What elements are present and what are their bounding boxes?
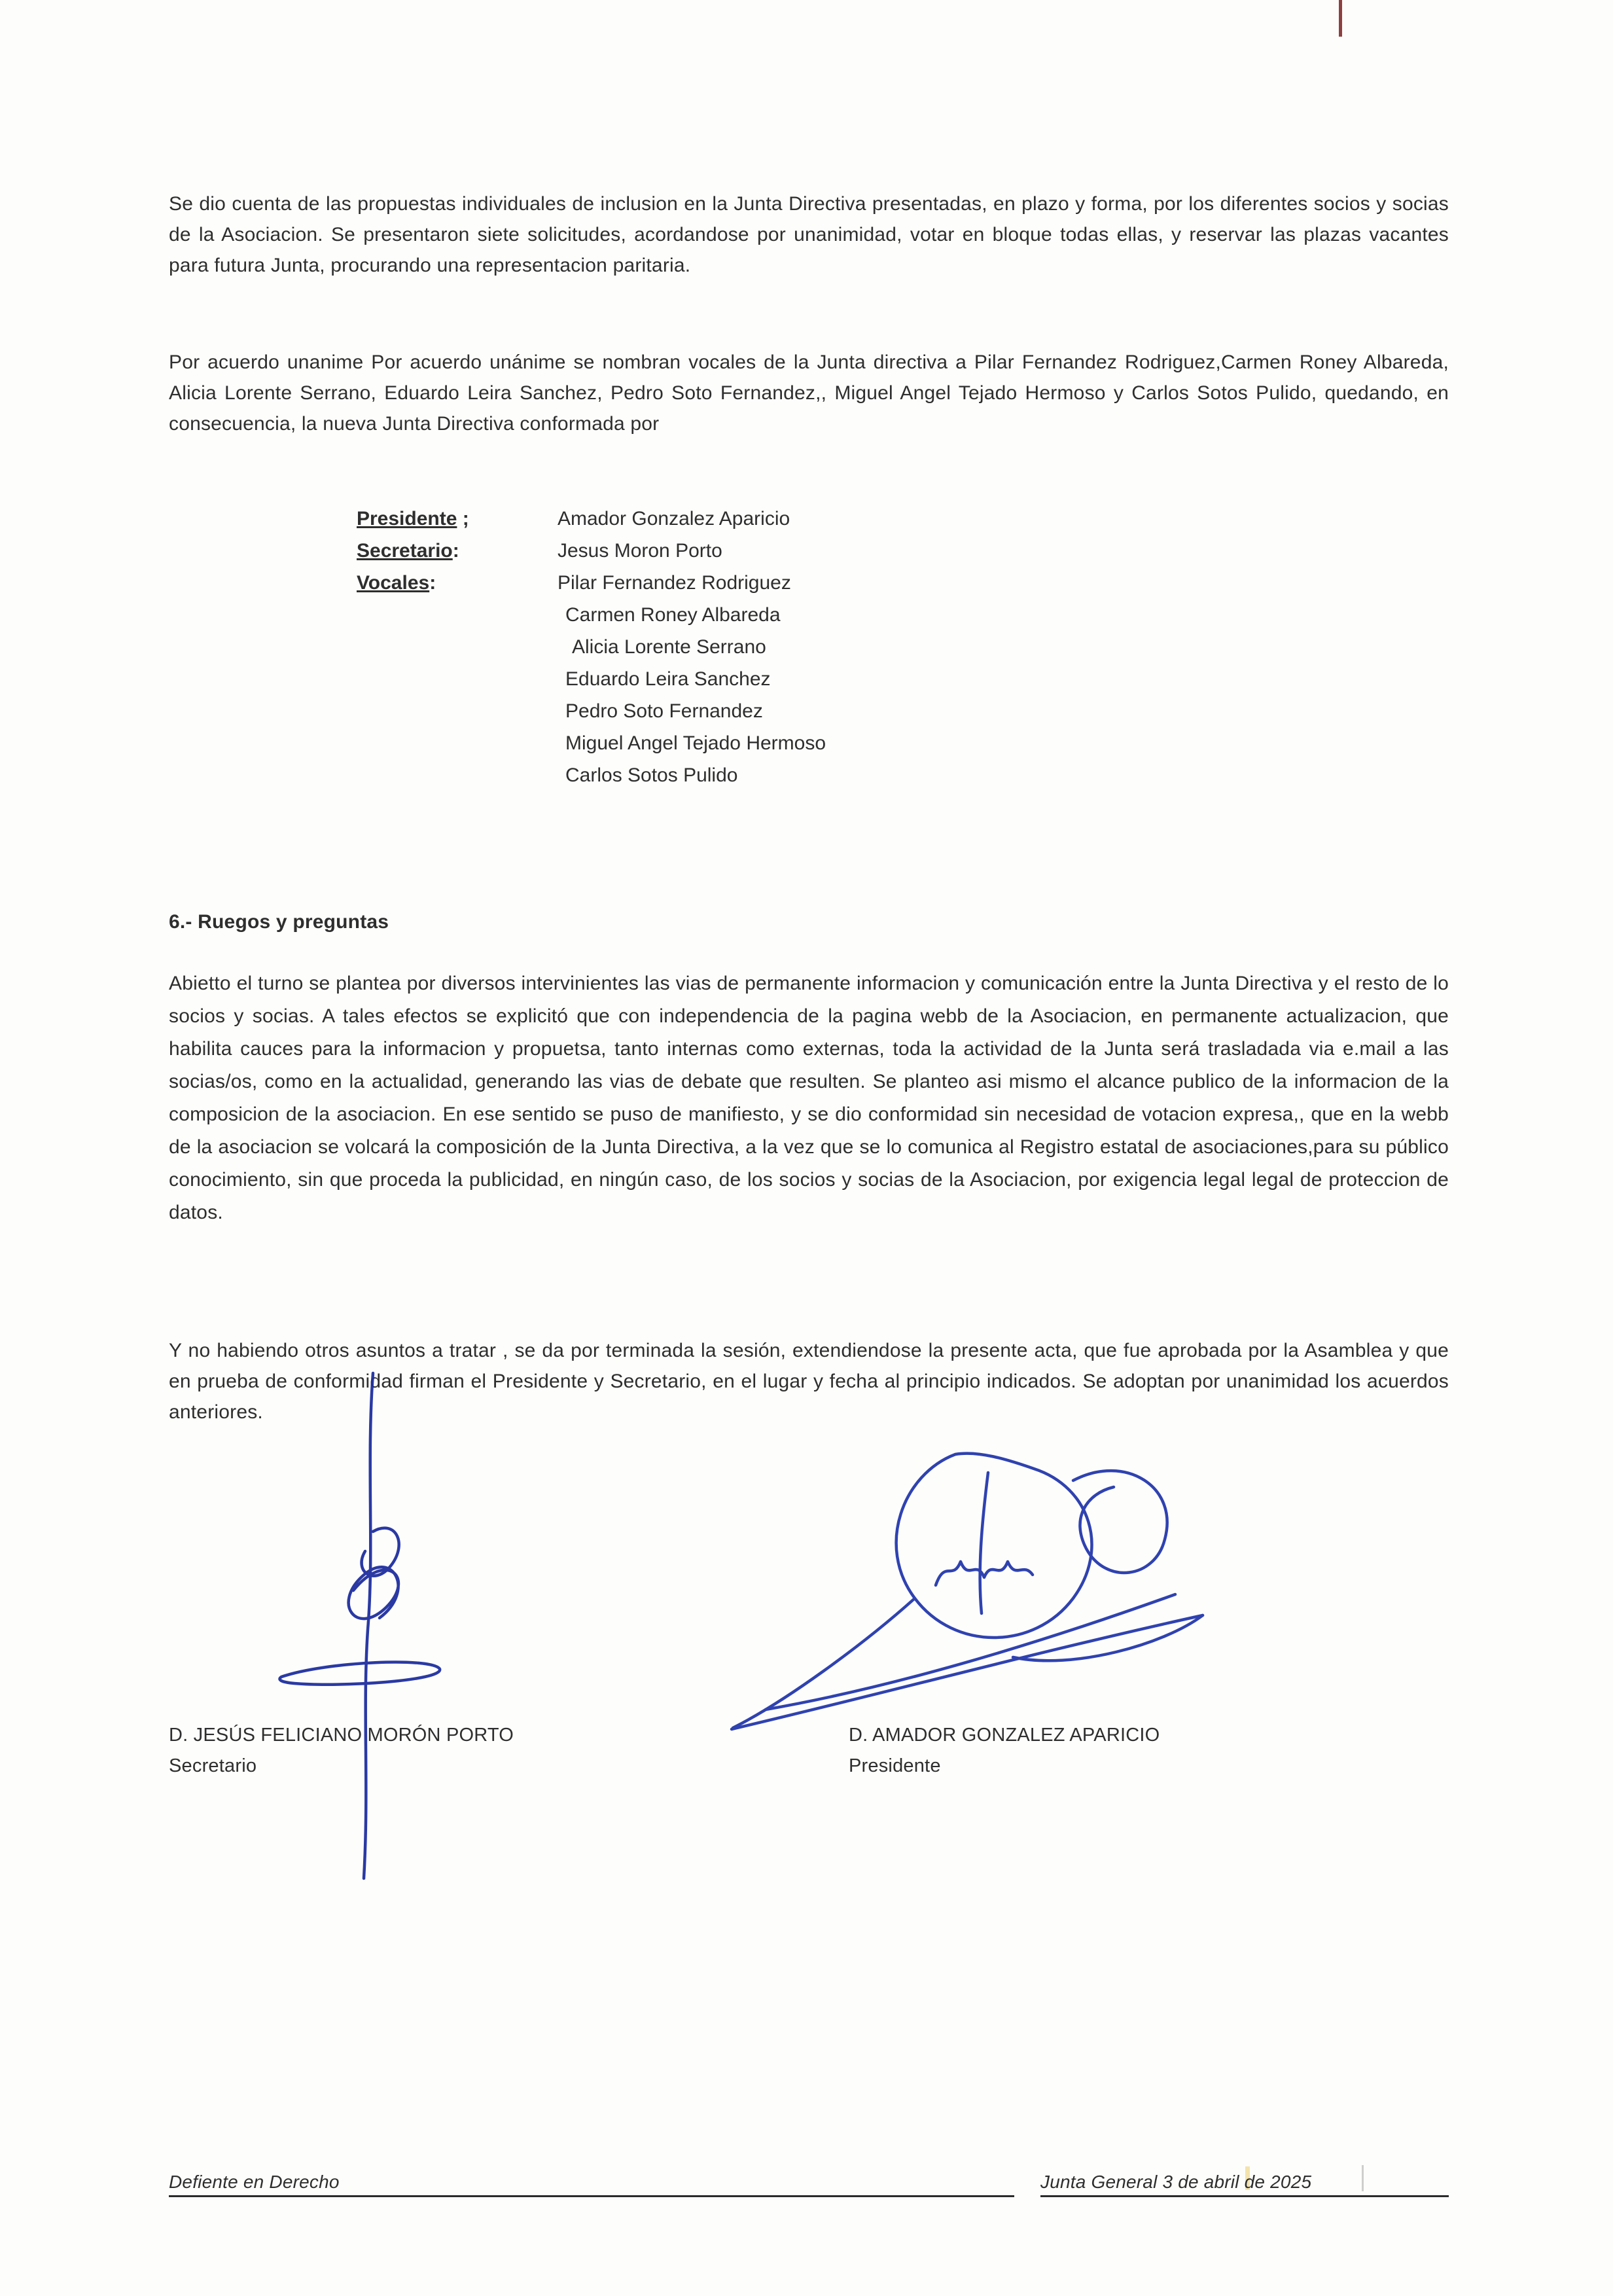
board-role-text: Presidente (357, 508, 457, 529)
section-heading (169, 911, 389, 933)
board-role-label (357, 567, 558, 599)
board-list (357, 503, 826, 791)
secretary-signature (275, 1368, 471, 1892)
board-member-name: Carlos Sotos Pulido (565, 764, 738, 786)
board-role-punct: : (452, 540, 459, 562)
board-row (357, 695, 826, 727)
section-title: Ruegos y preguntas (198, 911, 389, 933)
board-member-name: Jesus Moron Porto (558, 540, 722, 562)
paragraph-ruegos: Abietto el turno se plantea por diversos intervinientes las vias de permanente informacion y comunicación entre la Junta Directiva y el resto de lo socios y socias. A tales efectos se explicitó que con independencia de la pagina webb de la Asociacion, en permanente actualizacion, que habilita cauces para la informacion y propuetsa, tanto internas como externas, toda la actividad de la Junta será trasladada via e.mail a las socias/os, como en la actualidad, generando las vias de debate que resulten. Se planteo asi mismo el alcance publico de la informacion de la composicion de la asociacion. En ese sentido se puso de manifiesto, y se dio conformidad sin necesidad de votacion expresa,, que en la webb de la asociacion se volcará la composición de la Junta Directiva, a la vez que se lo comunica al Registro estatal de asociaciones,para su público conocimiento, sin que proceda la publicidad, en ningún caso, de los socios y socias de la Asociacion, por exigencia legal legal de proteccion de datos. (169, 973, 1449, 1223)
board-role-label (357, 727, 558, 759)
board-row (357, 631, 826, 663)
board-member-name: Pilar Fernandez Rodriguez (558, 572, 791, 594)
paragraph-nominations: Por acuerdo unanime Por acuerdo unánime se nombran vocales de la Junta directiva a Pilar Fernandez Rodriguez,Carmen Roney Albareda, Alicia Lorente Serrano, Eduardo Leira Sanchez, Pedro Soto Fernandez,, Miguel Angel Tejado Hermoso y Carlos Sotos Pulido, quedando, en consecuencia, la nueva Junta Directiva conformada por (169, 351, 1449, 435)
board-member-name: Miguel Angel Tejado Hermoso (565, 732, 826, 754)
board-role-label (357, 663, 558, 695)
paragraph-closing: Y no habiendo otros asuntos a tratar , se da por terminada la sesión, extendiendose la presente acta, que fue aprobada por la Asamblea y que en prueba de conformidad firman el Presidente y Secretario, en el lugar y fecha al principio indicados. Se adoptan por unanimidad los acuerdos anteriores. (169, 1340, 1449, 1423)
paragraph-intro: Se dio cuenta de las propuestas individuales de inclusion en la Junta Directiva presentadas, en plazo y forma, por los diferentes socios y socias de la Asociacion. Se presentaron siete solicitudes, acordandose por unanimidad, votar en bloque todas ellas, y reservar las plazas vacantes para futura Junta, procurando una representacion paritaria. (169, 193, 1449, 276)
board-role-label (357, 759, 558, 791)
board-member-name: Amador Gonzalez Aparicio (558, 508, 790, 529)
board-role-label (357, 535, 558, 567)
president-title: Presidente (849, 1755, 941, 1776)
president-name: D. AMADOR GONZALEZ APARICIO (849, 1725, 1160, 1746)
board-member-name: Pedro Soto Fernandez (565, 700, 763, 722)
secretary-name: D. JESÚS FELICIANO MORÓN PORTO (169, 1725, 514, 1746)
board-row (357, 663, 826, 695)
board-member-name: Eduardo Leira Sanchez (565, 668, 771, 690)
board-row (357, 759, 826, 791)
board-role-label (357, 631, 558, 663)
board-member-name: Alicia Lorente Serrano (572, 636, 766, 658)
secretary-title: Secretario (169, 1755, 257, 1776)
board-row (357, 599, 826, 631)
board-row (357, 727, 826, 759)
section-number: 6.- (169, 911, 192, 933)
board-role-label (357, 503, 558, 535)
board-role-label (357, 599, 558, 631)
board-row (357, 567, 826, 599)
board-role-label (357, 695, 558, 727)
board-role-punct: : (429, 572, 436, 594)
board-row (357, 535, 826, 567)
board-role-text: Secretario (357, 540, 453, 562)
board-member-name: Carmen Roney Albareda (565, 604, 781, 626)
board-role-punct: ; (457, 508, 469, 529)
president-signature (707, 1427, 1230, 1734)
secretary-name-block (169, 1720, 514, 1782)
footer-left: Defiente en Derecho (169, 2172, 1014, 2197)
footer-right: Junta General 3 de abril de 2025 (1040, 2172, 1449, 2197)
president-name-block (849, 1720, 1160, 1782)
scan-artifact-top-tick (1339, 0, 1342, 37)
board-row (357, 503, 826, 535)
board-role-text: Vocales (357, 572, 430, 594)
